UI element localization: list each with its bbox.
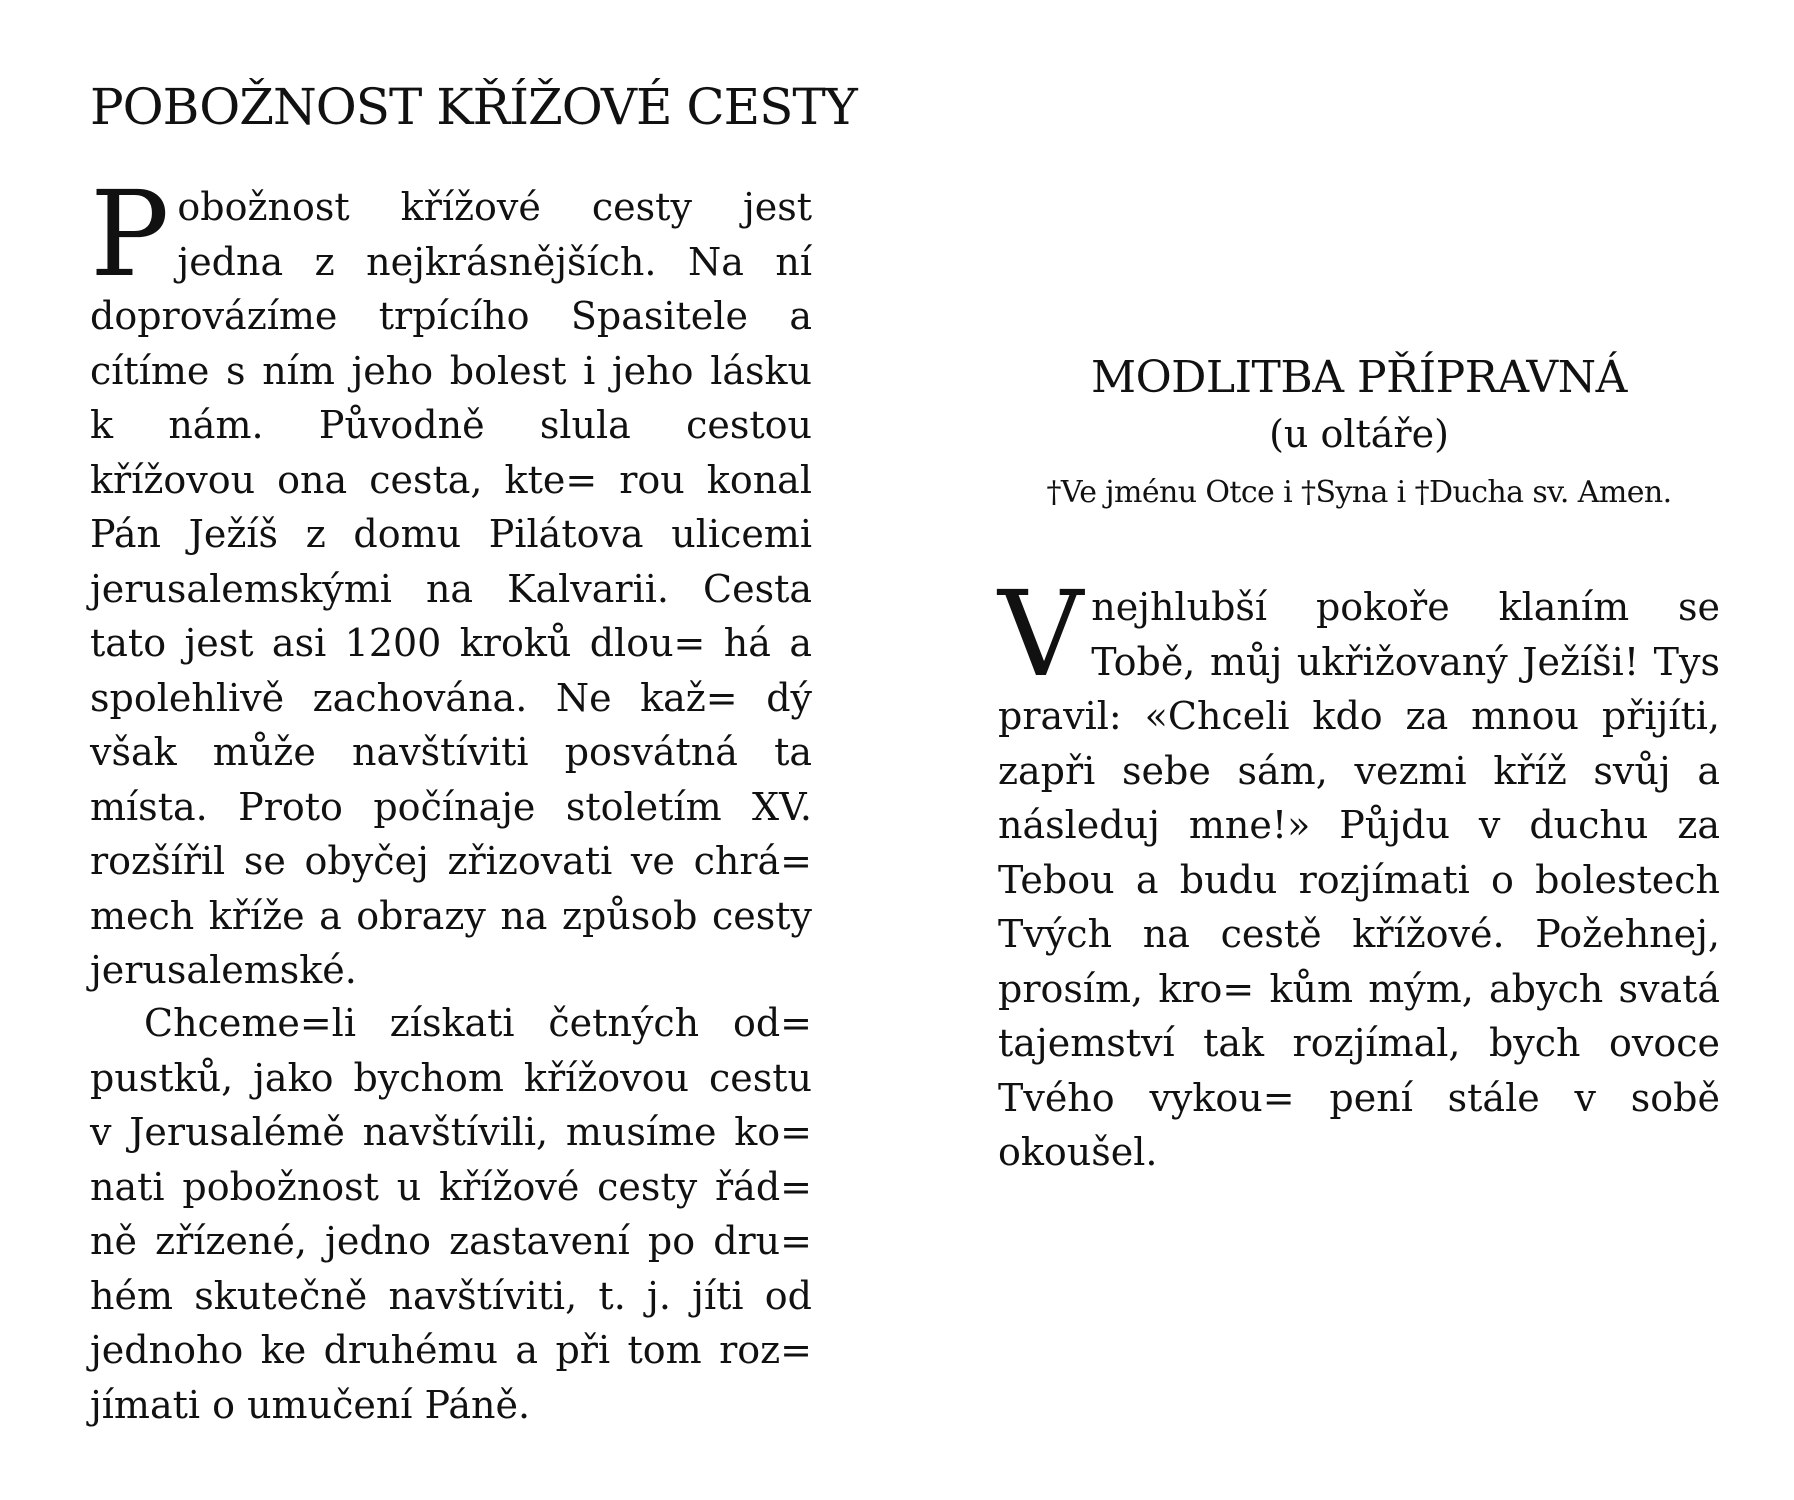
prayer-paragraph bbox=[998, 565, 1720, 1180]
indulgence-paragraph: Chceme=li získati četných od= pustků, jako bychom křížovou cestu v Jerusalémě navštívili, musíme ko= nati pobožnost u křížové cesty řád= ně zřízené, jedno zastavení po dru= hém skutečně navštíviti, t. j. jíti od jednoho ke druhému a při tom roz= jímati o umučení Páně. bbox=[90, 1001, 812, 1427]
prayer-paragraph-text: nejhlubší pokoře klaním se Tobě, můj ukřižovaný Ježíši! Tys pravil: «Chceli kdo za mnou přijíti, zapři sebe sám, vezmi kříž svůj a následuj mne!» Půjdu v duchu za Tebou a budu rozjímati o bolestech Tvých na cestě křížové. Požehnej, prosím, kro= kům mým, abych svatá tajemství tak rozjímal, bych ovoce Tvého vykou= pení stále v sobě okoušel. bbox=[998, 585, 1720, 1174]
right-page bbox=[998, 0, 1720, 1500]
left-page bbox=[90, 0, 857, 1500]
drop-cap-initial: P bbox=[90, 165, 170, 303]
drop-cap-initial: V bbox=[998, 565, 1084, 703]
intro-paragraph bbox=[90, 165, 812, 998]
page-title: POBOŽNOST KŘÍŽOVÉ CESTY bbox=[90, 78, 857, 136]
invocation-line: †Ve jménu Otce i †Syna i †Ducha sv. Amen. bbox=[1046, 475, 1672, 510]
prayer-subtitle: (u oltáře) bbox=[1269, 412, 1449, 456]
intro-paragraph-text: obožnost křížové cesty jest jedna z nejkrásnějších. Na ní doprovázíme trpícího Spasitele a cítíme s ním jeho bolest i jeho lásku k nám. Původně slula cestou křížovou ona cesta, kte= rou konal Pán Ježíš z domu Pilátova ulicemi jerusalemskými na Kalvarii. Cesta tato jest asi 1200 kroků dlou= há a spolehlivě zachována. Ne kaž= dý však může navštíviti posvátná ta místa. Proto počínaje stoletím XV. rozšířil se obyčej zřizovati ve chrá= mech kříže a obrazy na způsob cesty jerusalemské. bbox=[90, 185, 812, 992]
prayer-title: MODLITBA PŘÍPRAVNÁ bbox=[1091, 352, 1627, 403]
